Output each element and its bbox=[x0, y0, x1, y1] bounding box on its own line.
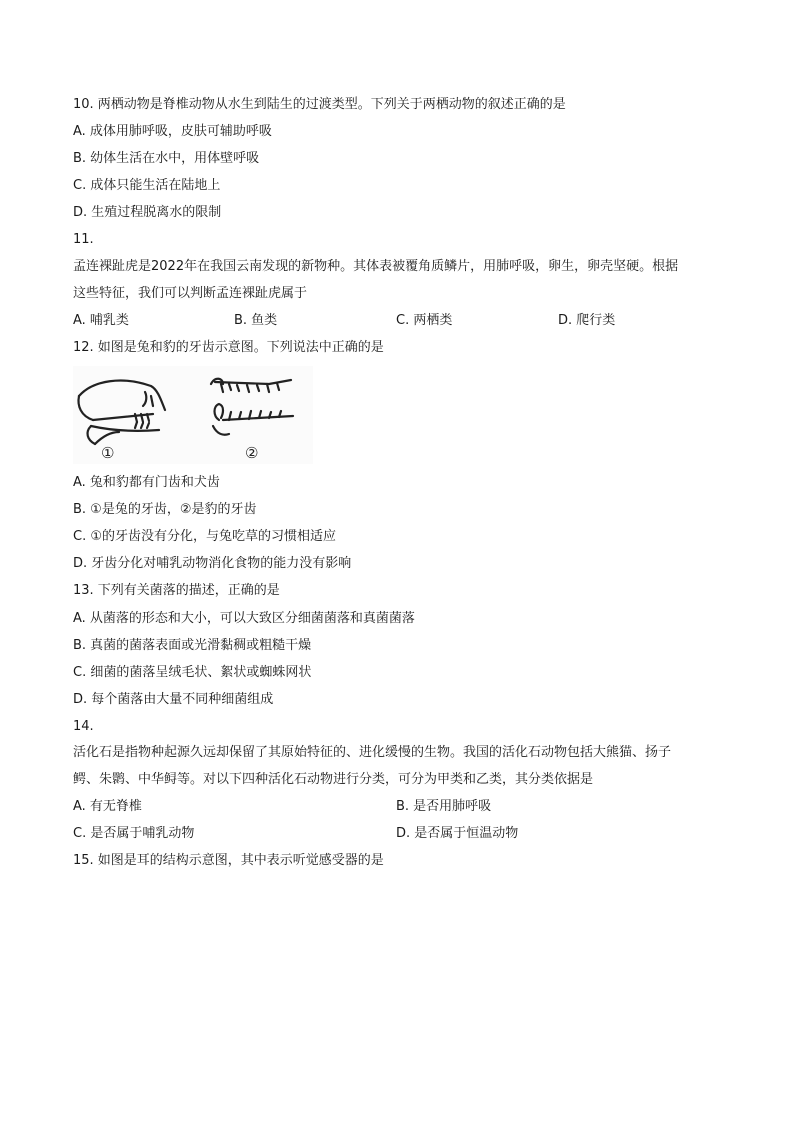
q14-option-d: D. 是否属于恒温动物 bbox=[396, 826, 519, 841]
q11-option-b: B. 鱼类 bbox=[234, 313, 278, 328]
q11-number: 11. bbox=[73, 232, 94, 247]
q11-option-a: A. 哺乳类 bbox=[73, 313, 129, 328]
q11-option-d: D. 爬行类 bbox=[558, 313, 616, 328]
q10-option-d: D. 生殖过程脱离水的限制 bbox=[73, 205, 222, 220]
q10-option-c: C. 成体只能生活在陆地上 bbox=[73, 178, 221, 193]
q15-stem: 15. 如图是耳的结构示意图，其中表示听觉感受器的是 bbox=[73, 853, 384, 868]
q11-stem-line1: 孟连裸趾虎是2022年在我国云南发现的新物种。其体表被覆角质鳞片，用肺呼吸，卵生，卵壳坚硬。根据 bbox=[73, 259, 679, 274]
q12-option-d: D. 牙齿分化对哺乳动物消化食物的能力没有影响 bbox=[73, 556, 352, 571]
q14-option-c: C. 是否属于哺乳动物 bbox=[73, 826, 195, 841]
q14-stem-line2: 鳄、朱鹮、中华鲟等。对以下四种活化石动物进行分类，可分为甲类和乙类，其分类依据是 bbox=[73, 772, 594, 787]
q12-option-a: A. 兔和豹都有门齿和犬齿 bbox=[73, 475, 220, 490]
q14-option-b: B. 是否用肺呼吸 bbox=[396, 799, 492, 814]
q11-option-c: C. 两栖类 bbox=[396, 313, 453, 328]
teeth-diagram bbox=[73, 366, 313, 464]
q10-option-a: A. 成体用肺呼吸，皮肤可辅助呼吸 bbox=[73, 124, 272, 139]
q13-option-c: C. 细菌的菌落呈绒毛状、絮状或蜘蛛网状 bbox=[73, 665, 312, 680]
q14-number: 14. bbox=[73, 719, 94, 734]
q13-option-d: D. 每个菌落由大量不同种细菌组成 bbox=[73, 692, 274, 707]
q12-option-b: B. ①是兔的牙齿，②是豹的牙齿 bbox=[73, 502, 257, 517]
figure-label-2: ② bbox=[245, 444, 259, 462]
q10-option-b: B. 幼体生活在水中，用体壁呼吸 bbox=[73, 151, 260, 166]
q10-stem: 10. 两栖动物是脊椎动物从水生到陆生的过渡类型。下列关于两栖动物的叙述正确的是 bbox=[73, 97, 566, 112]
figure-label-1: ① bbox=[101, 444, 115, 462]
q14-option-a: A. 有无脊椎 bbox=[73, 799, 142, 814]
q12-stem: 12. 如图是兔和豹的牙齿示意图。下列说法中正确的是 bbox=[73, 340, 384, 355]
q13-stem: 13. 下列有关菌落的描述，正确的是 bbox=[73, 583, 280, 598]
q13-option-b: B. 真菌的菌落表面或光滑黏稠或粗糙干燥 bbox=[73, 638, 312, 653]
q14-stem-line1: 活化石是指物种起源久远却保留了其原始特征的、进化缓慢的生物。我国的活化石动物包括大熊猫、扬子 bbox=[73, 745, 672, 760]
q12-option-c: C. ①的牙齿没有分化，与兔吃草的习惯相适应 bbox=[73, 529, 336, 544]
teeth-figure bbox=[73, 366, 313, 464]
q13-option-a: A. 从菌落的形态和大小，可以大致区分细菌菌落和真菌菌落 bbox=[73, 611, 415, 626]
q11-stem-line2: 这些特征，我们可以判断孟连裸趾虎属于 bbox=[73, 286, 308, 301]
